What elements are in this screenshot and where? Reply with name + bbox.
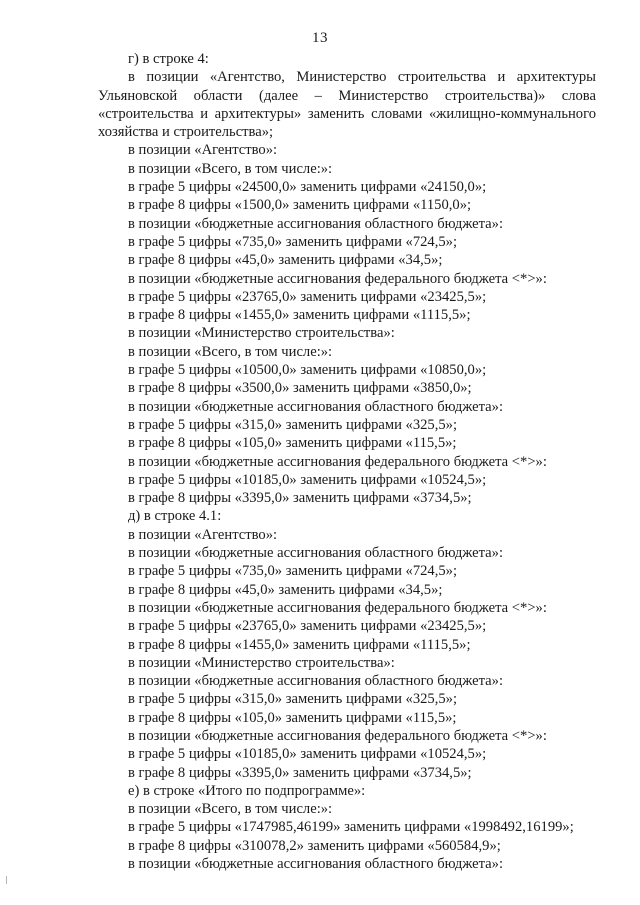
text-line: в графе 5 цифры «735,0» заменить цифрами «724,5»; [128, 233, 458, 250]
text-line: в позиции «бюджетные ассигнования федерального бюджета <*>»: [128, 599, 547, 616]
text-line: в графе 5 цифры «735,0» заменить цифрами «724,5»; [128, 563, 458, 580]
text-line: в позиции «бюджетные ассигнования областного бюджета»: [128, 545, 503, 562]
page-number: 13 [312, 30, 328, 46]
scan-corner-mark [6, 876, 15, 884]
text-line: в графе 8 цифры «1455,0» заменить цифрами «1115,5»; [128, 636, 471, 653]
text-line: в позиции «Всего, в том числе:»: [128, 801, 333, 818]
text-line: в графе 8 цифры «3395,0» заменить цифрами «3734,5»; [128, 490, 472, 507]
text-line: в графе 5 цифры «10185,0» заменить цифрами «10524,5»; [128, 471, 487, 488]
text-line: в позиции «бюджетные ассигнования федерального бюджета <*>»: [128, 453, 547, 470]
text-line: в графе 8 цифры «105,0» заменить цифрами «115,5»; [128, 435, 457, 452]
text-line: в графе 5 цифры «10500,0» заменить цифрами «10850,0»; [128, 362, 487, 379]
text-line: в графе 8 цифры «1455,0» заменить цифрами «1115,5»; [128, 307, 471, 324]
text-line: в позиции «бюджетные ассигнования областного бюджета»: [128, 856, 503, 873]
paragraph-agency-ministry: в позиции «Агентство, Министерство строительства и архитектуры Ульяновской области (далее – Министерство строительства)» слова «строительства и архитектуры» заменить словами «жилищно-коммунального хозяйства и строительства»; [98, 69, 596, 141]
text-line: в графе 5 цифры «24500,0» заменить цифрами «24150,0»; [128, 179, 487, 196]
text-line: в графе 8 цифры «1500,0» заменить цифрами «1150,0»; [128, 197, 472, 214]
text-line: в графе 8 цифры «310078,2» заменить цифрами «560584,9»; [128, 837, 501, 854]
text-line: в графе 8 цифры «105,0» заменить цифрами «115,5»; [128, 709, 457, 726]
text-line: в графе 8 цифры «45,0» заменить цифрами «34,5»; [128, 581, 443, 598]
text-line: в графе 5 цифры «1747985,46199» заменить цифрами «1998492,16199»; [128, 819, 574, 836]
text-line: в позиции «бюджетные ассигнования областного бюджета»: [128, 215, 503, 232]
text-line: в позиции «бюджетные ассигнования областного бюджета»: [128, 673, 503, 690]
text-line: в графе 8 цифры «45,0» заменить цифрами «34,5»; [128, 252, 443, 269]
text-line: в графе 5 цифры «315,0» заменить цифрами «325,5»; [128, 691, 458, 708]
subitem-heading-d: д) в строке 4.1: [128, 508, 222, 525]
text-line: в графе 5 цифры «23765,0» заменить цифрами «23425,5»; [128, 618, 487, 635]
text-line: в графе 8 цифры «3500,0» заменить цифрами «3850,0»; [128, 380, 472, 397]
subitem-heading-g: г) в строке 4: [128, 51, 209, 67]
subitem-heading-e: е) в строке «Итого по подпрограмме»: [128, 782, 366, 799]
text-line: в позиции «Всего, в том числе:»: [128, 160, 333, 177]
text-line: в позиции «Всего, в том числе:»: [128, 343, 333, 360]
text-line: в позиции «бюджетные ассигнования областного бюджета»: [128, 398, 503, 415]
text-line: в позиции «бюджетные ассигнования федерального бюджета <*>»: [128, 727, 547, 744]
text-line: в графе 5 цифры «23765,0» заменить цифрами «23425,5»; [128, 288, 487, 305]
text-line: в позиции «Агентство»: [128, 526, 278, 543]
text-line: в графе 5 цифры «315,0» заменить цифрами «325,5»; [128, 416, 458, 433]
text-line: в позиции «Министерство строительства»: [128, 325, 395, 342]
text-line: в позиции «Агентство»: [128, 142, 278, 159]
text-line: в графе 8 цифры «3395,0» заменить цифрами «3734,5»; [128, 764, 472, 781]
text-line: в позиции «бюджетные ассигнования федерального бюджета <*>»: [128, 270, 547, 287]
text-line: в графе 5 цифры «10185,0» заменить цифрами «10524,5»; [128, 746, 487, 763]
document-body [98, 50, 596, 873]
text-line: в позиции «Министерство строительства»: [128, 654, 395, 671]
